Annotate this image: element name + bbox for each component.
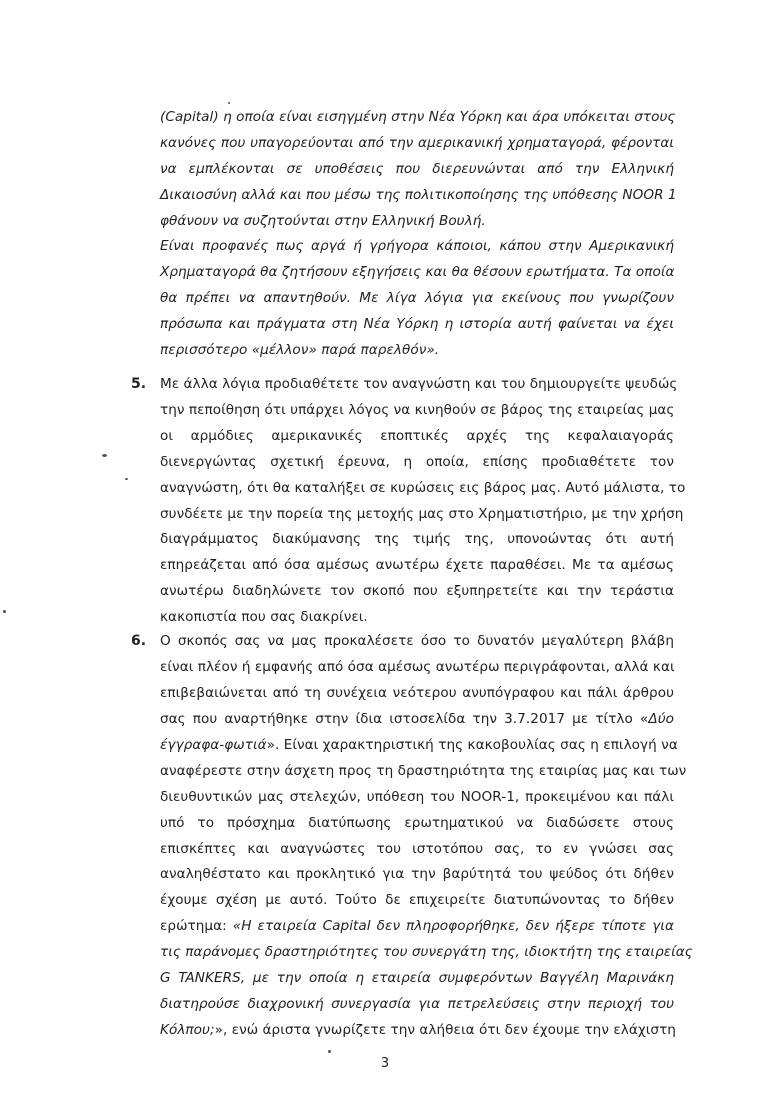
item-line	[160, 917, 674, 935]
quote-line: φθάνουν να συζητούνται στην Ελληνική Βουλή.	[160, 213, 486, 229]
quote-line: περισσότερο «μέλλον» παρά παρελθόν».	[160, 342, 440, 358]
quote-line: Είναι προφανές πως αργά ή γρήγορα κάποιοι, κάπου στην Αμερικανική	[160, 238, 674, 254]
quote-line: πρόσωπα και πράγματα στη Νέα Υόρκη η ιστορία αυτή φαίνεται να έχει	[160, 316, 674, 332]
item-line: συνδέετε με την πορεία της μετοχής μας στο Χρηματιστήριο, με την χρήση	[160, 506, 684, 522]
item-line: Με άλλα λόγια προδιαθέτετε τον αναγνώστη και του δημιουργείτε ψευδώς	[160, 376, 678, 392]
item-line: επισκέπτες και αναγνώστες του ιστοτόπου σας, το εν γνώσει σας	[160, 841, 674, 857]
item-line: οι αρμόδιες αμερικανικές εποπτικές αρχές της κεφαλαιαγοράς	[160, 428, 674, 444]
quoted-question: «Η εταιρεία Capital δεν πληροφορήθηκε, δεν ήξερε τίποτε για	[232, 918, 674, 934]
scan-speck	[3, 610, 6, 613]
item-number: 5.	[131, 376, 147, 392]
quote-line: κανόνες που υπαγορεύονται από την αμερικανική χρηματαγορά, φέρονται	[160, 135, 674, 151]
item-line: ανωτέρω διαδηλώνετε τον σκοπό που εξυπηρετείτε και την τεράστια	[160, 583, 674, 599]
item-line: αναφέρεστε στην άσχετη προς τη δραστηριότητα της εταιρίας μας και των	[160, 763, 687, 779]
item-line: υπό το πρόσχημα διατύπωσης ερωτηματικού να διαδώσετε στους	[160, 815, 674, 831]
item-line: επιβεβαιώνεται από τη συνέχεια νεότερου ανυπόγραφου και πάλι άρθρου	[160, 685, 674, 701]
item-line: την πεποίθηση ότι υπάρχει λόγος να κινηθούν σε βάρος της εταιρείας μας	[160, 402, 675, 418]
item-line: τις παράνομες δραστηριότητες του συνεργάτη της, ιδιοκτήτη της εταιρείας	[160, 944, 693, 960]
item-line: διατηρούσε διαχρονική συνεργασία για πετρελεύσεις στην περιοχή του	[160, 996, 674, 1012]
item-line: G TANKERS, με την οποία η εταιρεία συμφερόντων Βαγγέλη Μαρινάκη	[160, 970, 674, 986]
item-line: διαγράμματος διακύμανσης της τιμής της, υπονοώντας ότι αυτή	[160, 531, 674, 547]
item-number: 6.	[131, 633, 147, 649]
item-line: έχουμε σχέση με αυτό. Τούτο δε επιχειρείτε διατυπώνοντας το δήθεν	[160, 892, 674, 908]
item-line: κακοπιστία που σας διακρίνει.	[160, 609, 368, 625]
item-line-text: ». Είναι χαρακτηριστική της κακοβουλίας σας η επιλογή να	[266, 737, 678, 753]
quote-line: Χρηματαγορά θα ζητήσουν εξηγήσεις και θα θέσουν ερωτήματα. Τα οποία	[160, 264, 675, 280]
item-line: Ο σκοπός σας να μας προκαλέσετε όσο το δυνατόν μεγαλύτερη βλάβη	[160, 633, 674, 649]
scan-speck	[102, 454, 107, 457]
article-title-part: Δύο	[648, 711, 674, 727]
item-line: επηρεάζεται από όσα αμέσως ανωτέρω έχετε παραθέσει. Με τα αμέσως	[160, 557, 674, 573]
scan-speck	[125, 478, 128, 480]
article-title-part: έγγραφα-φωτιά	[160, 737, 267, 753]
item-line: αναληθέστατο και προκλητικό για την βαρύτητά του ψεύδος ότι δήθεν	[160, 866, 674, 882]
item-line: διευθυντικών μας στελεχών, υπόθεση του NOOR-1, προκειμένου και πάλι	[160, 789, 674, 805]
item-line: είναι πλέον ή εμφανής από όσα αμέσως ανωτέρω περιγράφονται, αλλά και	[160, 659, 675, 675]
quoted-question-end: Κόλπου;	[160, 1022, 215, 1038]
item-line	[160, 710, 674, 728]
item-line	[160, 736, 678, 754]
item-line	[160, 1021, 674, 1039]
page-number: 3	[380, 1056, 390, 1071]
scan-speck	[228, 102, 230, 104]
item-line: αναγνώστη, ότι θα καταλήξει σε κυρώσεις εις βάρος μας. Αυτό μάλιστα, το	[160, 480, 686, 496]
item-line-text: σας που αναρτήθηκε στην ίδια ιστοσελίδα την 3.7.2017 με τίτλο «	[160, 711, 649, 727]
quote-line: (Capital) η οποία είναι εισηγμένη στην Νέα Υόρκη και άρα υπόκειται στους	[160, 109, 676, 125]
quote-line: Δικαιοσύνη αλλά και που μέσω της πολιτικοποίησης της υπόθεσης NOOR 1	[160, 187, 677, 203]
quote-line: να εμπλέκονται σε υποθέσεις που διερευνώνται από την Ελληνική	[160, 161, 674, 177]
quote-line: θα πρέπει να απαντηθούν. Με λίγα λόγια για εκείνους που γνωρίζουν	[160, 290, 674, 306]
item-line: διενεργώντας σχετική έρευνα, η οποία, επίσης προδιαθέτετε τον	[160, 454, 674, 470]
item-line-text: ερώτημα:	[160, 918, 233, 934]
item-line-text: », ενώ άριστα γνωρίζετε την αλήθεια ότι δεν έχουμε την ελάχιστη	[214, 1022, 676, 1038]
scan-speck	[328, 1050, 331, 1053]
